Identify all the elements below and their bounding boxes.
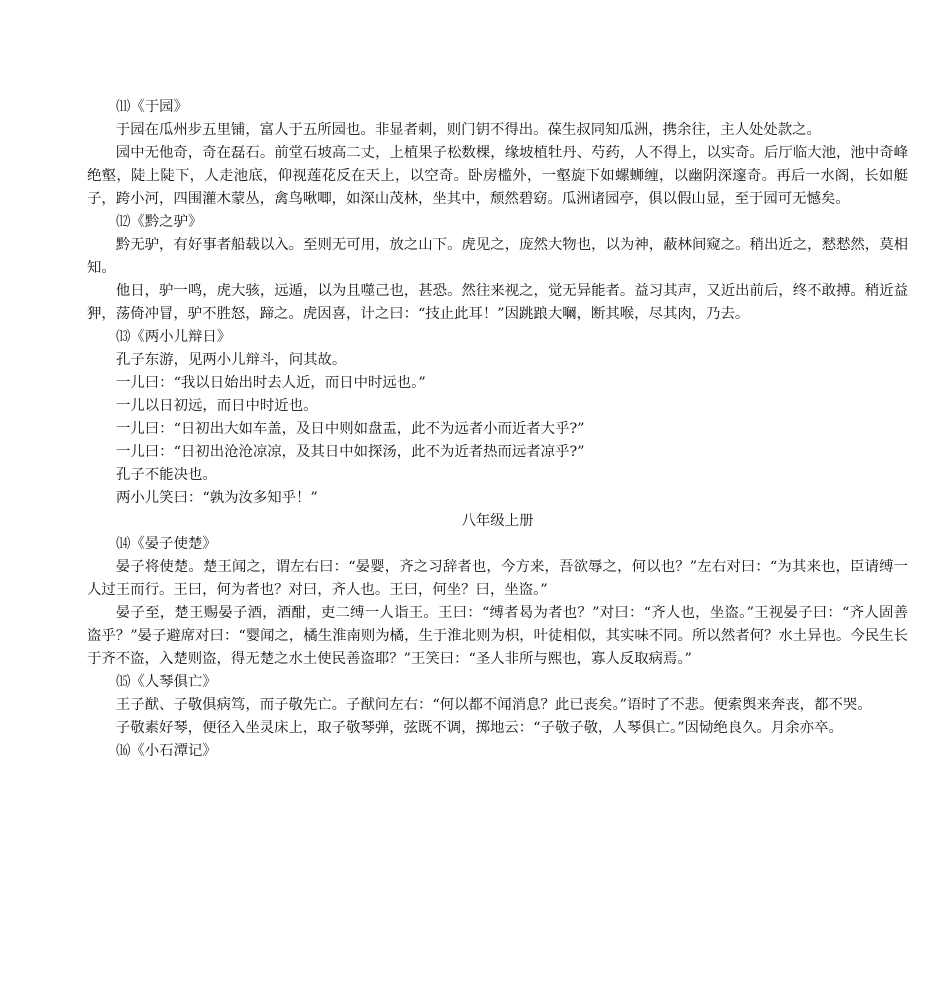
text-line: 一儿曰：“我以日始出时去人近，而日中时远也。” <box>116 375 426 391</box>
section-heading-xiaoshitan: ⒃《小石潭记》 <box>116 743 217 759</box>
paragraph: 黔无驴，有好事者船载以入。至则无可用，放之山下。虎见之，庞然大物也，以为神，蔽林间窥之。稍出近之，慭慭然，莫相知。 <box>87 237 908 276</box>
paragraph: 子敬素好琴，便径入坐灵床上，取子敬琴弹，弦既不调，掷地云：“子敬子敬，人琴俱亡。”因恸绝良久。月余亦卒。 <box>115 720 843 736</box>
section-heading-renqin: ⒂《人琴俱亡》 <box>116 674 217 690</box>
grade-title: 八年级上册 <box>461 513 534 529</box>
paragraph: 于园在瓜州步五里铺，富人于五所园也。非显者刺，则门钥不得出。葆生叔同知瓜洲，携余往，主人处处款之。 <box>115 122 821 138</box>
text-line: 两小儿笑曰：“孰为汝多知乎！” <box>116 490 318 506</box>
text-line: 孔子东游，见两小儿辩斗，问其故。 <box>116 352 347 368</box>
paragraph: 他日，驴一鸣，虎大骇，远遁，以为且噬己也，甚恐。然往来视之，觉无异能者。益习其声，又近出前后，终不敢搏。稍近益狎，荡倚冲冒，驴不胜怒，蹄之。虎因喜，计之曰：“技止此耳！”因跳踉大㘎，断其喉，尽其肉，乃去。 <box>87 283 908 322</box>
paragraph: 晏子至，楚王赐晏子酒，酒酣，吏二缚一人诣王。王曰：“缚者曷为者也？”对曰：“齐人也，坐盗。”王视晏子曰：“齐人固善盗乎？”晏子避席对曰：“婴闻之，橘生淮南则为橘，生于淮北则为枳，叶徒相似，其实味不同。所以然者何？水土异也。今民生长于齐不盗，入楚则盗，得无楚之水土使民善盗耶？”王笑曰：“圣人非所与熙也，寡人反取病焉。” <box>87 605 908 667</box>
paragraph: 王子猷、子敬俱病笃，而子敬先亡。子猷问左右：“何以都不闻消息？此已丧矣。”语时了不悲。便索舆来奔丧，都不哭。 <box>115 697 872 713</box>
text-line: 一儿以日初远，而日中时近也。 <box>116 398 318 414</box>
document-page <box>87 96 908 763</box>
text-line: 孔子不能决也。 <box>116 467 217 483</box>
paragraph: 园中无他奇，奇在磊石。前堂石坡高二丈，上植果子松数棵，缘坡植牡丹、芍药，人不得上，以实奇。后厅临大池，池中奇峰绝壑，陡上陡下，人走池底，仰视莲花反在天上，以空奇。卧房槛外，一壑旋下如螺蛳缠，以幽阴深邃奇。再后一水阁，长如艇子，跨小河，四围灌木蒙丛，禽鸟啾唧，如深山茂林，坐其中，颓然碧窈。瓜洲诸园亭，俱以假山显，至于园可无憾矣。 <box>87 145 908 207</box>
section-heading-liangxiaoer: ⒀《两小儿辩日》 <box>116 329 232 345</box>
section-heading-qianzhilv: ⑿《黔之驴》 <box>116 214 203 230</box>
text-line: 一儿曰：“日初出大如车盖，及日中则如盘盂，此不为远者小而近者大乎?” <box>116 421 585 437</box>
section-heading-yuyuan: ⑾《于园》 <box>116 99 188 115</box>
section-heading-yanzi: ⒁《晏子使楚》 <box>116 536 217 552</box>
paragraph: 晏子将使楚。楚王闻之，谓左右曰：“晏婴，齐之习辞者也，今方来，吾欲辱之，何以也？”左右对曰：“为其来也，臣请缚一人过王而行。王曰，何为者也？对曰，齐人也。王曰，何坐？曰，坐盗。” <box>87 559 908 598</box>
text-line: 一儿曰：“日初出沧沧凉凉，及其日中如探汤，此不为近者热而远者凉乎?” <box>116 444 585 460</box>
